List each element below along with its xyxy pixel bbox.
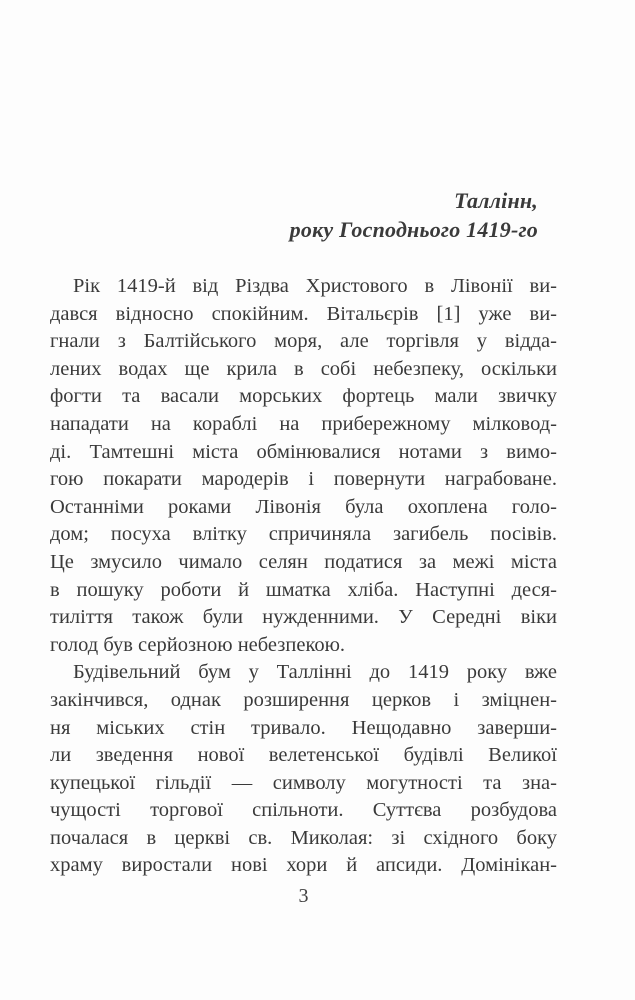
page-number: 3 bbox=[298, 885, 309, 908]
text-line: Останніми роками Лівонія була охоплена голо- bbox=[50, 495, 557, 518]
text-line: почалася в церкві св. Миколая: зі східного боку bbox=[50, 826, 557, 849]
text-line: в пошуку роботи й шматка хліба. Наступні деся- bbox=[50, 578, 557, 601]
text-line: тиліття також були нужденними. У Середні віки bbox=[50, 606, 557, 629]
text-line: нападати на кораблі на прибережному мілковод- bbox=[50, 412, 557, 435]
text-line: Це змусило чимало селян податися за межі міста bbox=[50, 550, 557, 573]
text-line: Рік 1419-й від Різдва Христового в Лівонії ви- bbox=[73, 275, 557, 297]
text-line: чущості торгової спільноти. Суттєва розбудова bbox=[50, 799, 557, 822]
text-line: ня міських стін тривало. Нещодавно заверши- bbox=[50, 716, 557, 739]
text-line: лених водах ще крила в собі небезпеку, оскільки bbox=[50, 357, 557, 380]
text-line: дався відносно спокійним. Вітальєрів [1] уже ви- bbox=[50, 302, 557, 325]
text-line: гнали з Балтійського моря, але торгівля у відда- bbox=[50, 330, 557, 353]
text-line: ді. Тамтешні міста обмінювалися нотами з вимо- bbox=[50, 440, 557, 463]
text-line: ли зведення нової велетенської будівлі Великої bbox=[50, 744, 557, 767]
body-text bbox=[50, 273, 557, 880]
text-line: гою покарати мародерів і повернути награбоване. bbox=[50, 468, 557, 491]
chapter-dateline-line-2: року Господнього 1419-го bbox=[289, 217, 538, 242]
text-line: Будівельний бум у Таллінні до 1419 року вже bbox=[73, 661, 557, 684]
text-line: голод був серйозною небезпекою. bbox=[50, 633, 346, 656]
text-line: дом; посуха влітку спричиняла загибель посівів. bbox=[50, 523, 557, 546]
chapter-dateline-heading bbox=[50, 186, 557, 244]
chapter-dateline-line-1: Таллінн, bbox=[454, 188, 538, 213]
text-line: храму виростали нові хори й апсиди. Домінікан- bbox=[50, 854, 557, 877]
text-line: купецької гільдії — символу могутності та зна- bbox=[50, 771, 557, 794]
text-line: фогти та васали морських фортець мали звичку bbox=[50, 385, 557, 408]
text-line: закінчився, однак розширення церков і зміцнен- bbox=[50, 688, 557, 711]
